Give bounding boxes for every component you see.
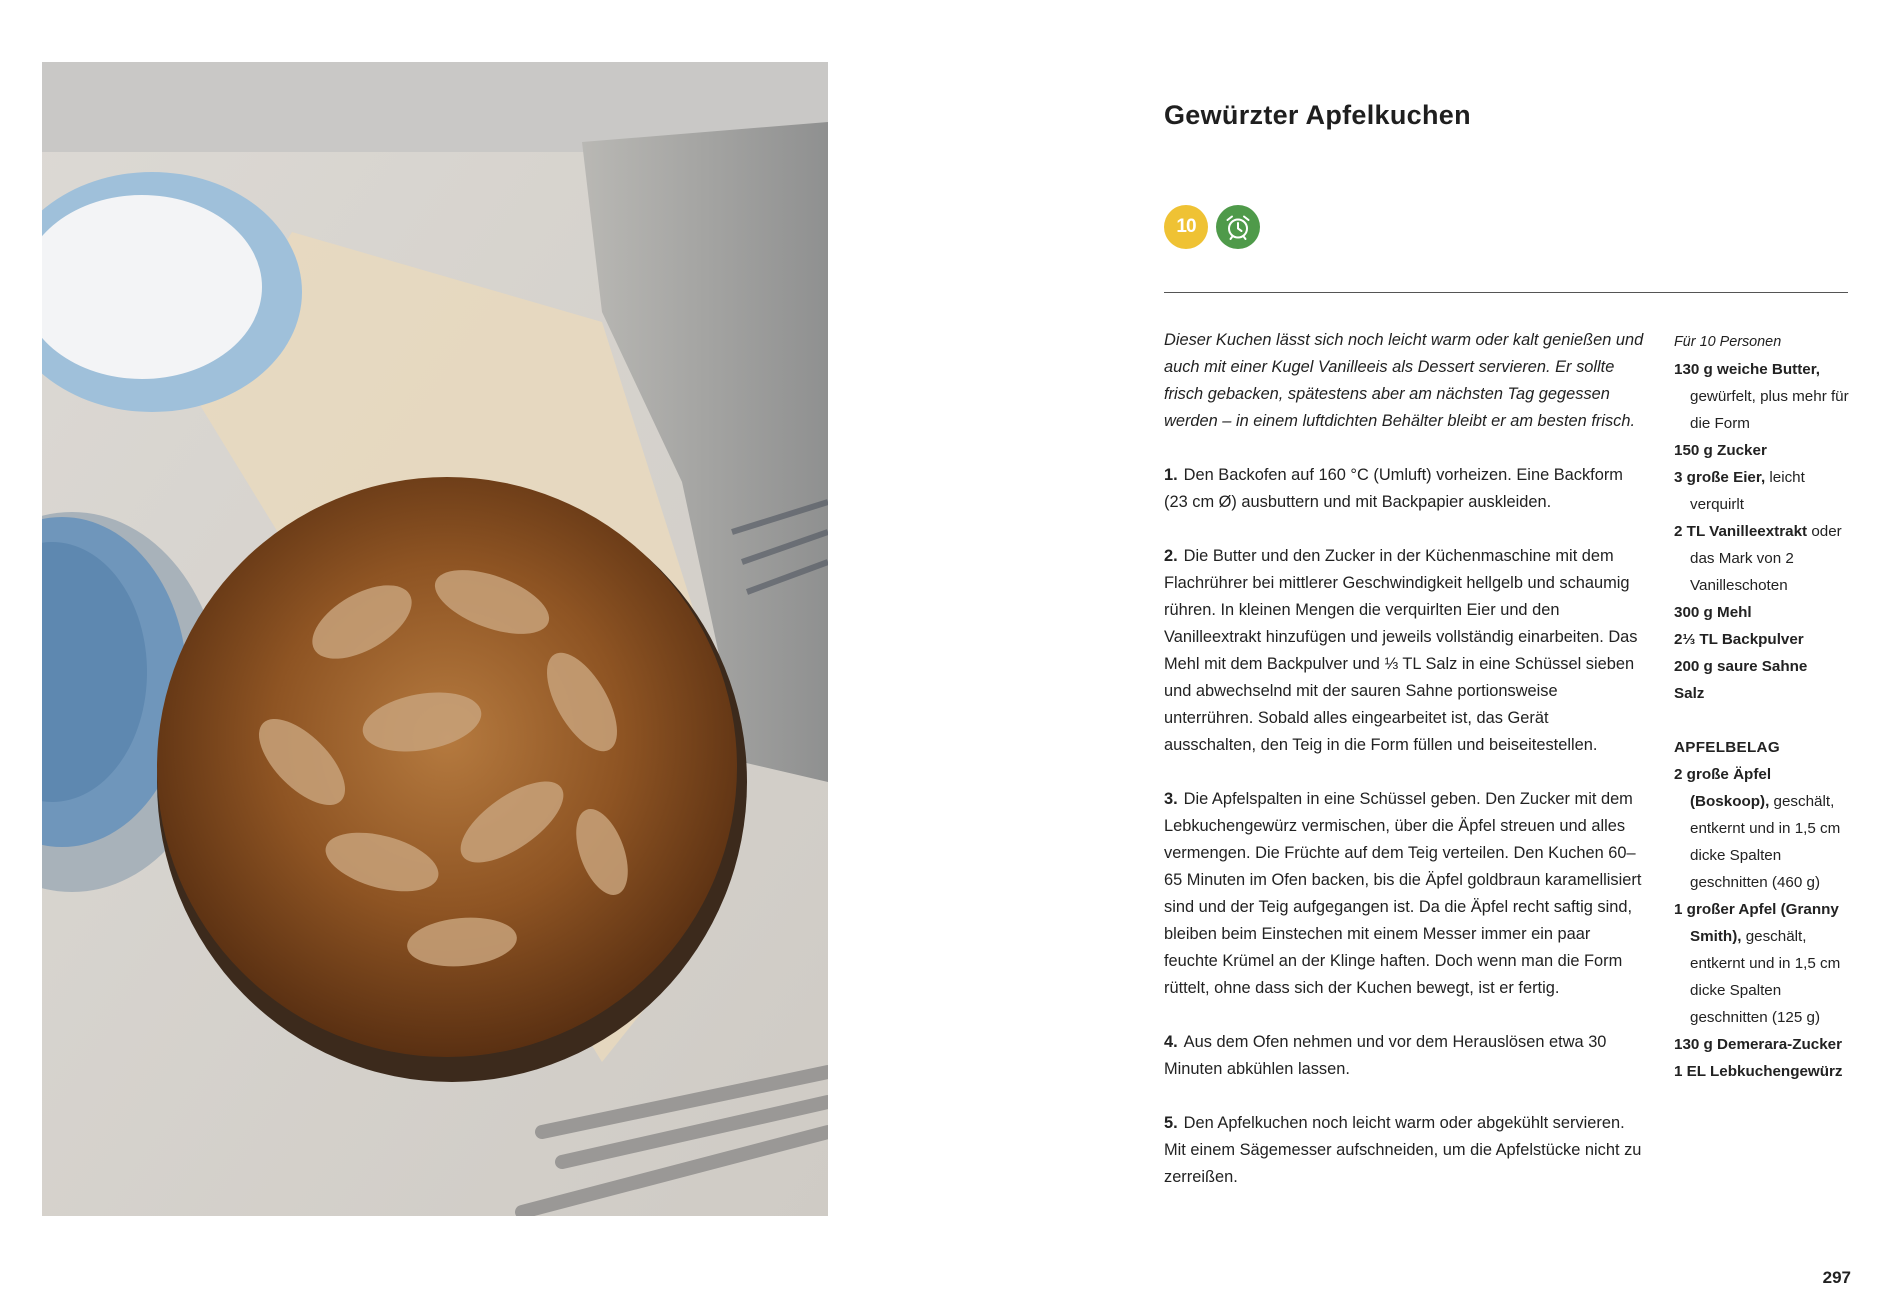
- ingredient-item: Salz: [1674, 685, 1705, 702]
- topping-item: 1 großer Apfel (Granny Smith), geschält, entkernt und in 1,5 cm dicke Spalten geschnitten (125 g): [1674, 901, 1841, 1026]
- step-4: 4. Aus dem Ofen nehmen und vor dem Herauslösen etwa 30 Minuten abkühlen lassen.: [1164, 1033, 1607, 1078]
- topping-item: 130 g Demerara-Zucker: [1674, 1036, 1842, 1053]
- recipe-intro: Dieser Kuchen lässt sich noch leicht warm oder kalt genießen und auch mit einer Kugel Vanilleeis als Dessert servieren. Er sollte frisch gebacken, spätestens aber am nächsten Tag gegessen werden – in einem luftdichten Behälter bleibt er am besten frisch.: [1164, 331, 1644, 430]
- step-1: 1. Den Backofen auf 160 °C (Umluft) vorheizen. Eine Backform (23 cm Ø) ausbuttern und mit Backpapier auskleiden.: [1164, 466, 1623, 511]
- timer-badge: [1216, 205, 1260, 249]
- recipe-badges: [1164, 205, 1260, 249]
- ingredient-item: 2 TL Vanilleextrakt oder das Mark von 2 Vanilleschoten: [1674, 523, 1842, 594]
- recipe-photo: [42, 62, 828, 1216]
- ingredient-item: 3 große Eier, leicht verquirlt: [1674, 469, 1805, 513]
- page-number: 297: [1822, 1268, 1851, 1287]
- ingredient-item: 130 g weiche Butter, gewürfelt, plus mehr für die Form: [1674, 361, 1849, 432]
- topping-item: 2 große Äpfel (Boskoop), geschält, entkernt und in 1,5 cm dicke Spalten geschnitten (460 g): [1674, 766, 1841, 891]
- ingredient-item: 150 g Zucker: [1674, 442, 1767, 459]
- serves-label: Für 10 Personen: [1674, 334, 1782, 350]
- topping-heading: APFELBELAG: [1674, 739, 1780, 756]
- step-5: 5. Den Apfelkuchen noch leicht warm oder abgekühlt servieren. Mit einem Sägemesser aufschneiden, um die Apfelstücke nicht zu zerreißen.: [1164, 1114, 1642, 1186]
- ingredient-item: 300 g Mehl: [1674, 604, 1752, 621]
- method-column: [1164, 327, 1644, 1218]
- topping-item: 1 EL Lebkuchengewürz: [1674, 1063, 1843, 1080]
- ingredients-column: [1674, 329, 1854, 1085]
- servings-badge: 10: [1164, 205, 1208, 249]
- ingredient-item: 200 g saure Sahne: [1674, 658, 1808, 675]
- apple-cake-illustration: [42, 62, 828, 1216]
- alarm-clock-icon: [1223, 212, 1253, 242]
- ingredient-item: 2⅓ TL Backpulver: [1674, 631, 1804, 648]
- step-3: 3. Die Apfelspalten in eine Schüssel geben. Den Zucker mit dem Lebkuchengewürz vermischen, über die Äpfel streuen und alles vermengen. Die Früchte auf dem Teig verteilen. Den Kuchen 60–65 Minuten im Ofen backen, bis die Äpfel goldbraun karamellisiert sind und der Teig aufgegangen ist. Da die Äpfel recht saftig sind, bleiben beim Einstechen mit einem Messer immer ein paar feuchte Krümel an der Klinge haften. Doch wenn man die Form rüttelt, ohne dass sich der Kuchen bewegt, ist er fertig.: [1164, 790, 1642, 997]
- divider: [1164, 292, 1848, 293]
- step-2: 2. Die Butter und den Zucker in der Küchenmaschine mit dem Flachrührer bei mittlerer Geschwindigkeit hellgelb und schaumig rühren. In kleinen Mengen die verquirlten Eier und den Vanilleextrakt hinzufügen und jeweils vollständig einarbeiten. Das Mehl mit dem Backpulver und ⅓ TL Salz in eine Schüssel sieben und abwechselnd mit der sauren Sahne portionsweise unterrühren. Sobald alles eingearbeitet ist, das Gerät ausschalten, den Teig in die Form füllen und beiseitestellen.: [1164, 547, 1638, 754]
- recipe-title: Gewürzter Apfelkuchen: [1164, 100, 1471, 130]
